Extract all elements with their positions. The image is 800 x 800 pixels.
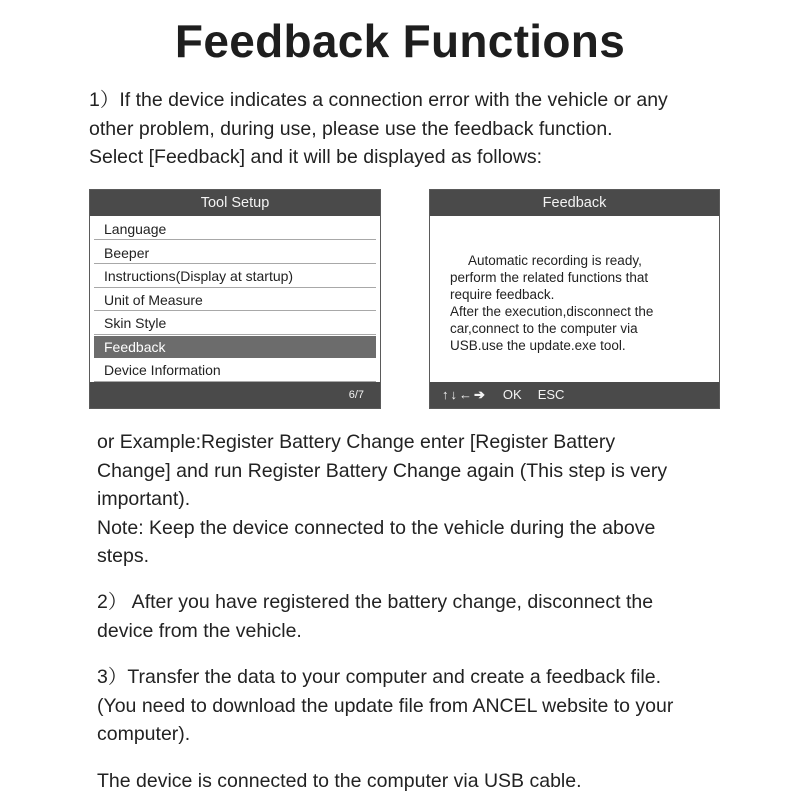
ok-key[interactable]: OK xyxy=(502,387,522,402)
menu-item-feedback[interactable]: Feedback xyxy=(94,336,376,358)
feedback-screen xyxy=(429,189,720,409)
tool-setup-menu xyxy=(94,218,376,383)
arrow-left-icon[interactable]: ← xyxy=(459,387,472,402)
feedback-message-line: USB.use the update.exe tool. xyxy=(450,338,626,353)
menu-item-language[interactable]: Language xyxy=(94,218,376,240)
menu-item-instructions[interactable]: Instructions(Display at startup) xyxy=(94,265,376,287)
step3-paragraph xyxy=(97,663,673,749)
tool-setup-header: Tool Setup xyxy=(90,190,380,216)
intro-line: 1）If the device indicates a connection error with the vehicle or any xyxy=(89,89,668,111)
menu-item-device-information[interactable]: Device Information xyxy=(94,359,376,381)
intro-line: other problem, during use, please use the feedback function. xyxy=(89,117,613,140)
example-line: Change] and run Register Battery Change again (This step is very xyxy=(97,459,668,482)
menu-item-unit-of-measure[interactable]: Unit of Measure xyxy=(94,289,376,311)
step3-line: 3）Transfer the data to your computer and create a feedback file. xyxy=(97,666,662,688)
example-line: important). xyxy=(97,488,191,510)
intro-paragraph xyxy=(89,86,668,172)
feedback-header: Feedback xyxy=(430,190,719,216)
menu-item-beeper[interactable]: Beeper xyxy=(94,242,376,264)
note-line: Note: Keep the device connected to the vehicle during the above xyxy=(97,516,656,539)
example-paragraph xyxy=(97,428,667,571)
page-indicator: 6/7 xyxy=(348,389,364,401)
arrow-right-icon[interactable]: ➔ xyxy=(474,387,485,402)
intro-line: Select [Feedback] and it will be displayed as follows: xyxy=(89,146,543,168)
example-line: or Example:Register Battery Change enter [Register Battery xyxy=(97,431,616,453)
step3-line: (You need to download the update file from ANCEL website to your xyxy=(97,694,674,717)
esc-key[interactable]: ESC xyxy=(537,387,565,402)
key-hints xyxy=(442,382,566,408)
step3-line: computer). xyxy=(97,723,191,745)
feedback-message xyxy=(450,252,653,354)
feedback-footer xyxy=(430,382,719,408)
feedback-message-line: car,connect to the computer via xyxy=(450,321,638,336)
arrow-up-icon[interactable]: ↑ xyxy=(442,387,449,402)
feedback-message-line: perform the related functions that xyxy=(450,270,649,285)
page-title: Feedback Functions xyxy=(174,15,626,67)
tool-setup-footer xyxy=(90,382,380,408)
feedback-message-line: require feedback. xyxy=(450,287,555,302)
step2-line: 2） After you have registered the battery change, disconnect the xyxy=(97,591,654,613)
feedback-message-line: Automatic recording is ready, xyxy=(468,253,642,268)
final-line: The device is connected to the computer via USB cable. xyxy=(97,770,582,792)
tool-setup-screen xyxy=(89,189,381,409)
step2-paragraph xyxy=(97,588,653,645)
arrow-down-icon[interactable]: ↓ xyxy=(450,387,457,402)
final-paragraph xyxy=(97,767,582,796)
note-line: steps. xyxy=(97,545,150,567)
step2-line: device from the vehicle. xyxy=(97,619,302,642)
feedback-message-line: After the execution,disconnect the xyxy=(450,304,654,319)
menu-item-skin-style[interactable]: Skin Style xyxy=(94,312,376,334)
